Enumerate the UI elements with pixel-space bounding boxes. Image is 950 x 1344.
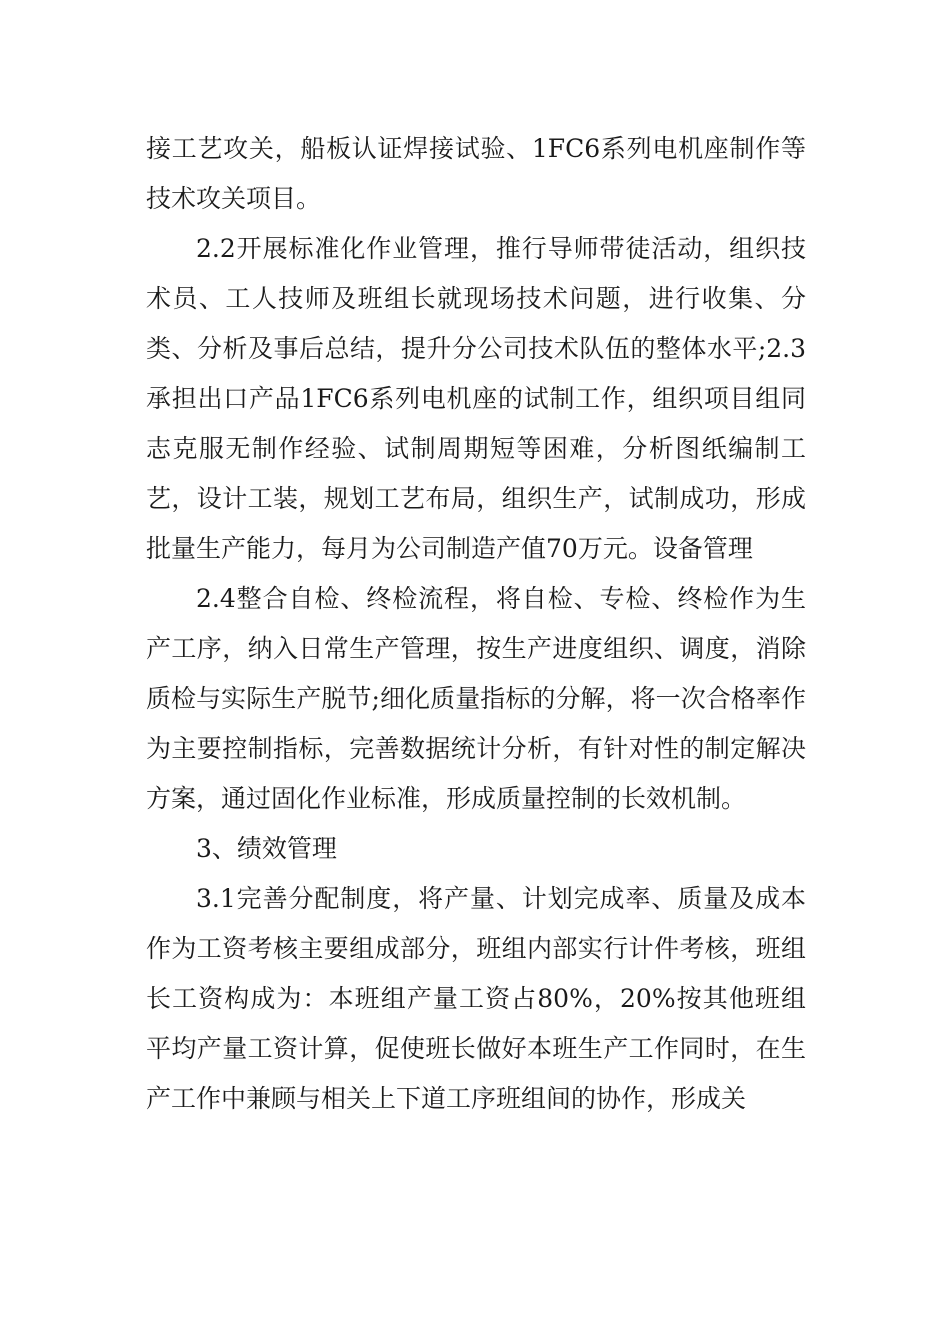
paragraph-continuation: 接工艺攻关，船板认证焊接试验、1FC6系列电机座制作等技术攻关项目。 — [146, 134, 806, 213]
paragraph-3-1: 3.1完善分配制度，将产量、计划完成率、质量及成本作为工资考核主要组成部分，班组内部实行计件考核，班组长工资构成为：本班组产量工资占80%，20%按其他班组平均产量工资计算，促使班长做好本班生产工作同时，在生产工作中兼顾与相关上下道工序班组间的协作，形成关 — [146, 884, 806, 1113]
document-body — [146, 124, 806, 1124]
paragraph-2-4: 2.4整合自检、终检流程，将自检、专检、终检作为生产工序，纳入日常生产管理，按生产进度组织、调度，消除质检与实际生产脱节;细化质量指标的分解，将一次合格率作为主要控制指标，完善数据统计分析，有针对性的制定解决方案，通过固化作业标准，形成质量控制的长效机制。 — [146, 584, 806, 813]
section-heading-performance: 3、绩效管理 — [196, 834, 337, 863]
paragraph-2-2: 2.2开展标准化作业管理，推行导师带徒活动，组织技术员、工人技师及班组长就现场技术问题，进行收集、分类、分析及事后总结，提升分公司技术队伍的整体水平;2.3承担出口产品1FC6系列电机座的试制工作，组织项目组同志克服无制作经验、试制周期短等困难，分析图纸编制工艺，设计工装，规划工艺布局，组织生产，试制成功，形成批量生产能力，每月为公司制造产值70万元。设备管理 — [146, 234, 806, 563]
